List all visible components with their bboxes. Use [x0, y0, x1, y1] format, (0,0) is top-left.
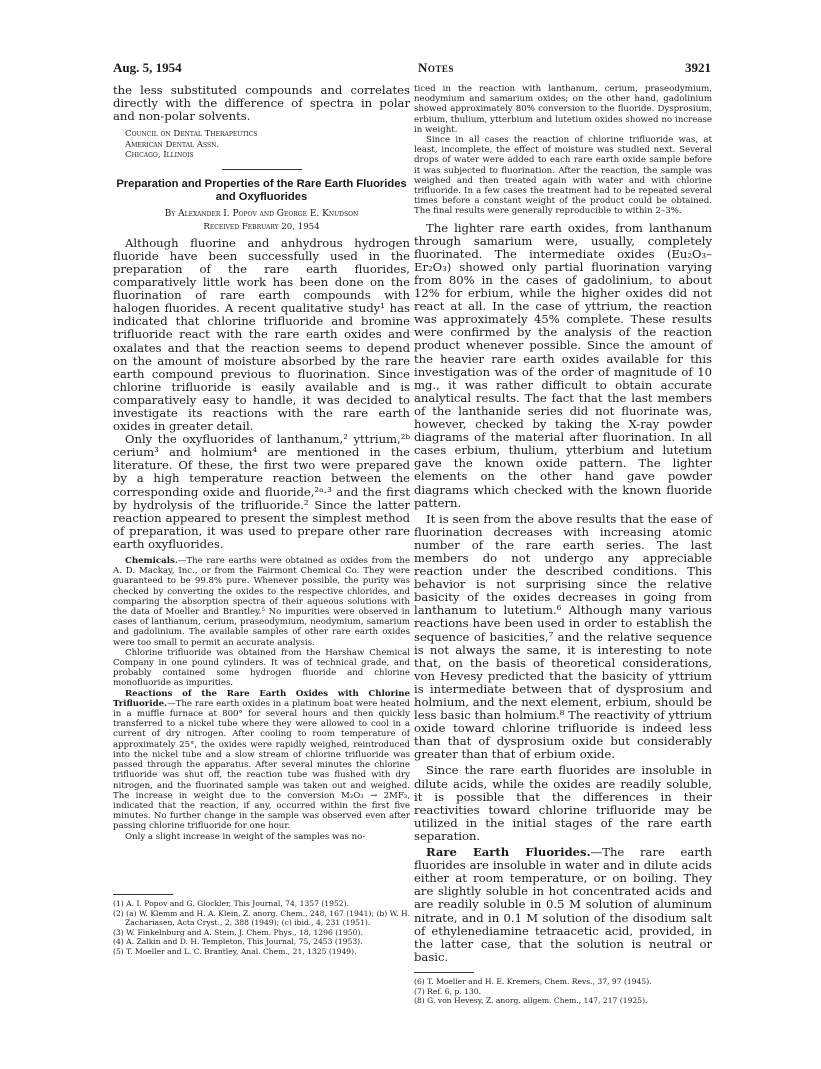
- reactions-text: —The rare earth oxides in a platinum boat were heated in a muffle furnace at 800° for several hours and then quickly transferred to a nickel tube where they were allowed to cool in a current of dry nitrogen. After cooling to room temperature of approximately 25°, the oxides were rapidly weighed, reintroduced into the nickel tube and a slow stream of chlorine trifluoride was passed through the apparatus. After several minutes the chlorine trifluoride was shut off, the reaction tube was flushed with dry nitrogen, and the fluorinated sample was taken out and weighed. The increase in weight due to the conversion M₂O₃ → 2MF₃, indicated that the reaction, if any, occurred within the first five minutes. No further change in the sample was observed even after passing chlorine trifluoride for one hour.: [113, 698, 410, 832]
- footnote-divider: [414, 972, 474, 973]
- footnote: (8) G. von Hevesy, Z. anorg. allgem. Chem., 147, 217 (1925).: [414, 996, 648, 1005]
- body-paragraph: Although fluorine and anhydrous hydrogen fluoride have been successfully used in the preparation of the rare earth fluorides, comparatively little work has been done on the fluorination of rare earth compounds with halogen fluorides. A recent qualitative study¹ has indicated that chlorine trifluoride and bromine trifluoride react with the rare earth oxides and oxalates and that the reaction seems to depend on the amount of moisture absorbed by the rare earth compound previous to fluorination. Since chlorine trifluoride is easily available and is comparatively easy to handle, it was decided to investigate its reactions with the rare earth oxides in greater detail.: [113, 235, 410, 434]
- reactions-heading: Reactions of the Rare Earth Oxides with Chlorine Trifluoride.: [113, 688, 410, 709]
- page-number: 3921: [685, 60, 711, 75]
- footnote: (1) A. I. Popov and G. Glockler, This Journal, 74, 1357 (1952).: [113, 899, 350, 908]
- footnote: (5) T. Moeller and L. C. Brantley, Anal. Chem., 21, 1325 (1949).: [113, 946, 357, 956]
- chemicals-heading: Chemicals.: [125, 556, 178, 567]
- affiliation-line: American Dental Assn.: [125, 139, 220, 150]
- right-footnotes: [414, 966, 712, 1006]
- affiliation-line: Council on Dental Therapeutics: [125, 129, 258, 140]
- continuation-paragraph: the less substituted compounds and correlates directly with the difference of spectra in polar and non-polar solvents.: [113, 83, 410, 124]
- left-column: [113, 84, 410, 842]
- chemicals-text: —The rare earths were obtained as oxides from the A. D. Mackay, Inc., or from the Fairmont Chemical Co. They were guaranteed to be 99.8% pure. Whenever possible, the purity was checked by converting the oxides to the respective chlorides, and comparing the absorption spectra of their aqueous solutions with the data of Moeller and Brantley.⁵ No impurities were observed in cases of lanthanum, cerium, praseodymium, neodymium, samarium and gadolinium. The available samples of other rare earth oxides were too small to permit an accurate analysis.: [113, 556, 410, 648]
- footnote-divider: [113, 894, 173, 895]
- fluorides-heading: Rare Earth Fluorides.: [426, 845, 591, 860]
- byline: By Alexander I. Popov and George E. Knudson: [164, 208, 359, 219]
- footnote: (2) (a) W. Klemm and H. A. Klein, Z. anorg. Chem., 248, 167 (1941); (b) W. H. Zachariasen, Acta Cryst., 2, 388 (1949); (c) ibid., 4, 231 (1951).: [113, 908, 410, 927]
- chemicals-paragraph: [113, 556, 410, 648]
- reactions-continued: Only a slight increase in weight of the samples was no-: [125, 831, 366, 842]
- affiliation: [125, 129, 410, 161]
- fluorides-paragraph: [414, 846, 712, 964]
- header-section: Notes: [418, 60, 454, 75]
- header-date: Aug. 5, 1954: [113, 60, 182, 75]
- body-paragraph: Only the oxyfluorides of lanthanum,² yttrium,²ᵇ cerium³ and holmium⁴ are mentioned in the literature. Of these, the first two were prepared by a high temperature reaction between the corresponding oxide and fluoride,²ᵃ·³ and the first by hydrolysis of the trifluoride.² Since the latter reaction appeared to present the simplest method of preparation, it was used to prepare other rare earth oxyfluorides.: [113, 432, 410, 551]
- footnote: (4) A. Zalkin and D. H. Templeton, This Journal, 75, 2453 (1953).: [113, 937, 363, 946]
- body-paragraph: Since the rare earth fluorides are insoluble in dilute acids, while the oxides are readily soluble, it is possible that the differences in their reactivities toward chlorine trifluoride may be utilized in the initial stages of the rare earth separation.: [414, 763, 712, 843]
- right-column: [414, 84, 712, 964]
- results-paragraph: ticed in the reaction with lanthanum, cerium, praseodymium, neodymium and samarium oxides; on the other hand, gadolinium showed approximately 80% conversion to the fluoride. Dysprosium, erbium, thulium, ytterbium and lutetium oxides showed no increase in weight.: [414, 84, 712, 135]
- moisture-paragraph: Since in all cases the reaction of chlorine trifluoride was, at least, incomplete, the effect of moisture was studied next. Several drops of water were added to each rare earth oxide sample before it was subjected to fluorination. After the reaction, the sample was weighed and then treated again with water and with chlorine trifluoride. In a few cases the treatment had to be repeated several times before a constant weight of the product could be obtained. The final results were generally reproducible to within 2–3%.: [414, 135, 712, 217]
- chlorine-paragraph: Chlorine trifluoride was obtained from the Harshaw Chemical Company in one pound cylinders. It was of technical grade, and probably contained some hydrogen fluoride and chlorine monofluoride as impurities.: [113, 647, 410, 689]
- article-title: Preparation and Properties of the Rare Earth Fluorides and Oxyfluorides: [116, 177, 407, 203]
- section-divider: [222, 169, 302, 170]
- footnote: (3) W. Finkelnburg and A. Stein, J. Chem. Phys., 18, 1296 (1950).: [113, 927, 363, 937]
- body-paragraph: The lighter rare earth oxides, from lanthanum through samarium were, usually, completely fluorinated. The intermediate oxides (Eu₂O₃–Er₂O₃) showed only partial fluorination varying from 80% in the cases of gadolinium, to about 12% for erbium, while the higher oxides did not react at all. In the case of yttrium, the reaction was approximately 45% complete. These results were confirmed by the analysis of the reaction product whenever possible. Since the amount of the heavier rare earth oxides available for this investigation was of the order of magnitude of 10 mg., it was rather difficult to obtain accurate analytical results. The fact that the last members of the lanthanide series did not fluorinate was, however, checked by taking the X-ray powder diagrams of the material after fluorination. In all cases erbium, thulium, ytterbium and lutetium gave the known oxide pattern. The lighter elements on the other hand gave powder diagrams which checked with the known fluoride pattern.: [414, 220, 712, 510]
- fluorides-text: —The rare earth fluorides are insoluble in water and in dilute acids either at room temperature, or on boiling. They are slightly soluble in hot concentrated acids and are readily soluble in 0.5 M solution of aluminum nitrate, and in 0.1 M solution of the disodium salt of ethylenediamine tetraacetic acid, provided, in the latter case, that the solution is neutral or basic.: [414, 845, 712, 964]
- received-date: Received February 20, 1954: [203, 221, 320, 232]
- reactions-paragraph: [113, 689, 410, 832]
- footnote: (7) Ref. 6, p. 130.: [414, 986, 482, 996]
- footnote: (6) T. Moeller and H. E. Kremers, Chem. Revs., 37, 97 (1945).: [414, 977, 652, 986]
- affiliation-line: Chicago, Illinois: [125, 150, 194, 161]
- left-footnotes: [113, 888, 410, 956]
- body-paragraph: It is seen from the above results that the ease of fluorination decreases with increasing atomic number of the rare earth series. The last members do not undergo any appreciable reaction under the described conditions. This behavior is not surprising since the relative basicity of the oxides decreases in going from lanthanum to lutetium.⁶ Although many various reactions have been used in order to establish the sequence of basicities,⁷ and the relative sequence is not always the same, it is interesting to note that, on the basis of theoretical considerations, von Hevesy predicted that the basicity of yttrium is intermediate between that of dysprosium and holmium, and the next element, erbium, should be less basic than holmium.⁸ The reactivity of yttrium oxide toward chlorine trifluoride is indeed less than that of dysprosium oxide but considerably greater than that of erbium oxide.: [414, 511, 712, 762]
